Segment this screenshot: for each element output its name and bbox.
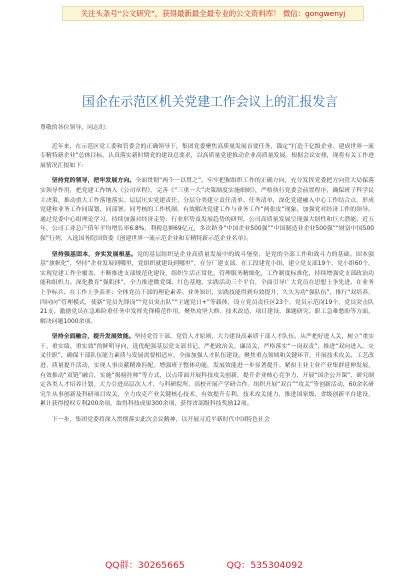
contact-footer xyxy=(0,558,408,574)
page-title: 国企在示范区机关党建工作会议上的汇报发言 xyxy=(82,95,338,110)
salutation: 尊敬的各位领导，同志们： xyxy=(40,125,111,131)
section-heading: 坚持强基固本，夯实发展根基。 xyxy=(51,251,137,258)
paragraph-text: 全面贯彻“两个一以贯之”，牢牢把握组织工作的正确方向，充分发挥党委把方向管大局保落实领导作用，把党建工作纳入《公司章程》，完善《“三重一大”决策制度实施细则》，严格执行党委会前置程序，确保班子科学民主决策，推动重大工作落地落实。层层压实党建责任，分层分类建立责任清单、任务清单，深化党建融入中心工作结合点，形成党建和业务工作同谋划、同部署、同考核的工作机制，有效解决党建工作与业务工作“两张皮”现象，加强党对经济工作的领导。通过党委中心组理论学习，持续加强对经济走势、行业形势及发展趋势的研判，公司高质量发展呈现强大韧性和巨大潜能。近五年，公司工业总产值年平均增长率6.8%，利税总额69亿元，多次跻身“中国企业500强”“中国制造业企业500强”“财富中国500强”行列，入选国务院国资委《创建世界一流示范企业和专精特新示范企业名单》。 xyxy=(40,178,374,242)
qq-label: QQ：535304092 xyxy=(226,560,303,571)
promo-banner[interactable]: 关注头条号“公文研究”，获得最新最全最专业的公文资料库！ 微信：gongwenyj xyxy=(62,6,364,21)
section-heading: 坚持党的领导，把牢发展方向。 xyxy=(51,178,136,185)
intro-paragraph xyxy=(40,143,374,172)
section-paragraph-foundation xyxy=(40,251,374,328)
document-body xyxy=(40,124,374,556)
paragraph-text: 近年来，在示范区党工委和管委会的正确领导下，集团党委聚焦高质量发展首要任务，锚定“打造千亿级企业、建成世界一流专精特新企业”总体目标，认真落实新时期党的建设总要求，以高质量党建推动企业高质量发展。根据会议安排，现将有关工作进展情况汇报如下： xyxy=(40,143,374,169)
paragraph-text: 党的基层组织是企业高质量发展中的战斗堡垒，是党的全部工作和战斗力的基础。固本强基“旗帜化”，坚持“企业发展到哪里，党组织就建设到哪里”，在分厂建支部，在工段建党小组，建立党支部19个、党小组60个，实现党建工作全覆盖，不断推进支部规范化建设，组织生活正常化，管理服务精细化，工作制度标准化，持续增强党支部政治功能和组织力。深化教育“强肌体”，全力推进微党课、红色基地、实践活动三个平台，全面引导广大党员在思想上争先进、在业务上争标兵、在工作上争表率；全体党员干部的理论素养、业务知识、实践技能得到有效提升，久久为功“强队伍”，推行“双培养、四同向”管理模式，使新“党员先锋岗”“党员突击队”“主题党日+”等载体，设立党员责任区23个，党员示范岗19个，党员突击队21支，激励党员在急难险重任务中发挥先锋模范作用，聚焦攻坚大修、技术改造、项目建设、课题研究、职工急难愁盼等方面，解决问题1000余项。 xyxy=(40,251,374,325)
paragraph-text: 坚持党管干部、党管人才原则，大力建设高素质干部人才队伍。从严把好进人关，树立“重实干、重实绩、重实效”的鲜明导向，选优配强基层党支部书记，严把政治关、廉洁关，严格落实“一岗双责”，推进“双向进入、交叉任职”，确保干部队伍能力素质与发展需要相适应，全面加强人才队伍建设。聚焦重点领域和关键环节，开展技术攻关、工艺改进、质量提升活动，实现人事贡献精准匹配。增强班子整体功能，发展效能进一步显著提升。紧扣主业主业产业集群延伸发展，有效推动“双链”融合，实施“揭榜挂帅”等方式，以点带面开展科技攻关创新，提升企业核心竞争力，开展“国企公开课”，研究制定各类人才培养计划，大力引进高层次人才，与科研院所、高校开展产学研合作。组织开展“双百”“攻关”等创新活动，60余名研究生从事创新及科研项目攻关，全力攻克产业关键核心技术，有效提升专利、技术攻关能力，推进国家级、省级创新平台建设，累计获得授权专利200余项，取得科技成果300余项，获得省部级科技奖励12项。 xyxy=(40,334,374,408)
paragraph-text: 下一步，集团党委将深入贯彻落实此次会议精神，以开展习近平新时代中国特色社会 xyxy=(51,417,270,424)
closing-paragraph xyxy=(40,416,374,426)
section-paragraph-integration xyxy=(40,333,374,410)
qq-group-label: QQ群：30265665 xyxy=(105,560,185,571)
section-heading: 坚持全面融合，提升发展效能。 xyxy=(51,334,135,341)
section-paragraph-leadership xyxy=(40,177,374,244)
